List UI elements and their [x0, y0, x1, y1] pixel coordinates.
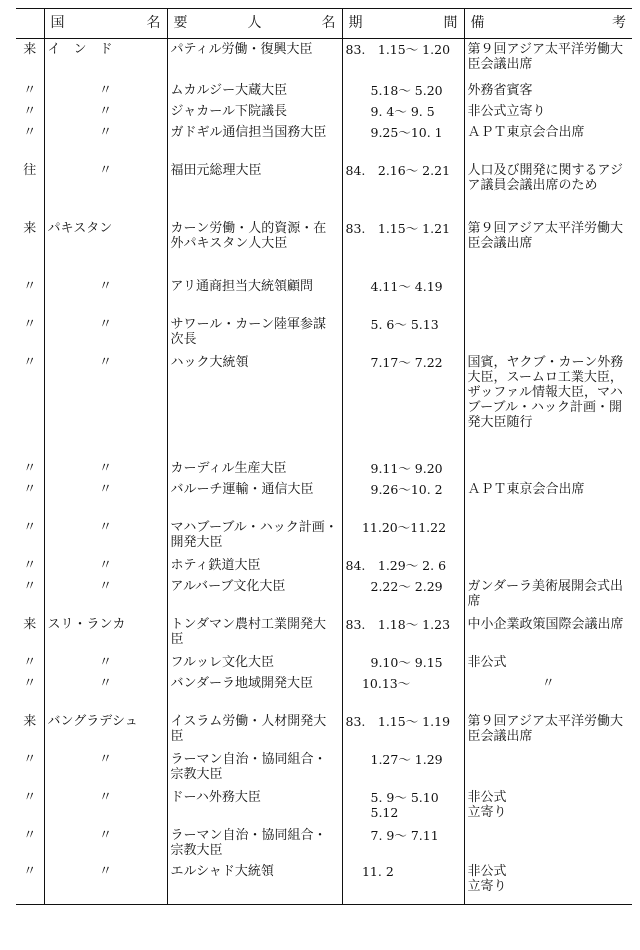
header-direction	[16, 9, 44, 39]
official-cell: ラーマン自治・協同組合・宗教大臣	[167, 825, 342, 861]
remarks-cell: 非公式立寄り	[464, 101, 632, 122]
period-cell: 9. 4～ 9. 5	[342, 101, 464, 122]
direction-cell: 〃	[23, 460, 37, 476]
country-cell: 〃	[44, 652, 167, 673]
remarks-cell: 人口及び開発に関するアジア議員会議出席のため	[464, 160, 632, 218]
direction-cell: 〃	[23, 278, 37, 294]
remarks-cell	[464, 517, 632, 555]
country-cell: 〃	[44, 458, 167, 479]
remarks-cell: 外務省賓客	[464, 80, 632, 101]
remarks-cell: ガンダーラ美術展開会式出席	[464, 576, 632, 614]
direction-cell: 〃	[23, 124, 37, 140]
table-row	[16, 517, 632, 555]
table-row	[16, 555, 632, 576]
table-row	[16, 787, 632, 825]
official-cell: パティル労働・復興大臣	[167, 39, 342, 80]
direction-cell: 〃	[23, 82, 37, 98]
period-cell: 9.11～ 9.20	[342, 458, 464, 479]
official-cell: アリ通商担当大統領顧問	[167, 276, 342, 314]
table-row	[16, 614, 632, 652]
direction-cell: 〃	[23, 751, 37, 767]
period-cell: 4.11～ 4.19	[342, 276, 464, 314]
remarks-cell: 第９回アジア太平洋労働大臣会議出席	[464, 39, 632, 80]
period-cell: 84. 1.29～ 2. 6	[342, 555, 464, 576]
country-cell: 〃	[44, 80, 167, 101]
official-cell: ジャカール下院議長	[167, 101, 342, 122]
remarks-cell: 第９回アジア太平洋労働大臣会議出席	[464, 218, 632, 276]
table-row	[16, 122, 632, 160]
country-cell: スリ・ランカ	[44, 614, 167, 652]
table-row	[16, 314, 632, 352]
header-country: 国 名	[44, 9, 167, 39]
direction-cell: 〃	[23, 103, 37, 119]
table-row	[16, 160, 632, 218]
period-cell: 7. 9～ 7.11	[342, 825, 464, 861]
country-cell: 〃	[44, 576, 167, 614]
direction-cell: 〃	[23, 578, 37, 594]
country-cell: 〃	[44, 276, 167, 314]
table-row	[16, 576, 632, 614]
country-cell: 〃	[44, 101, 167, 122]
period-cell: 83. 1.18～ 1.23	[342, 614, 464, 652]
period-cell: 9.10～ 9.15	[342, 652, 464, 673]
direction-cell: 往	[23, 162, 37, 178]
period-cell: 2.22～ 2.29	[342, 576, 464, 614]
direction-cell: 来	[23, 220, 37, 236]
official-cell: エルシャド大統領	[167, 861, 342, 905]
remarks-cell: 非公式	[464, 652, 632, 673]
official-cell: ラーマン自治・協同組合・宗教大臣	[167, 749, 342, 787]
official-cell: バンダーラ地域開発大臣	[167, 673, 342, 711]
remarks-cell: 第９回アジア太平洋労働大臣会議出席	[464, 711, 632, 749]
country-cell: 〃	[44, 673, 167, 711]
country-cell: 〃	[44, 479, 167, 517]
direction-cell: 〃	[23, 789, 37, 805]
header-official: 要 人 名	[167, 9, 342, 39]
official-cell: マハブーブル・ハック計画・開発大臣	[167, 517, 342, 555]
table-row	[16, 458, 632, 479]
direction-cell: 来	[23, 616, 37, 632]
table-row	[16, 861, 632, 905]
direction-cell: 〃	[23, 675, 37, 691]
period-cell: 83. 1.15～ 1.19	[342, 711, 464, 749]
official-cell: ドーハ外務大臣	[167, 787, 342, 825]
table-row	[16, 479, 632, 517]
table-row	[16, 276, 632, 314]
remarks-cell: 国賓，ヤクブ・カーン外務大臣，スームロ工業大臣，ザッファル情報大臣，マハブーブル・ハック計画・開発大臣随行	[464, 352, 632, 458]
official-cell: 福田元総理大臣	[167, 160, 342, 218]
official-cell: イスラム労働・人材開発大臣	[167, 711, 342, 749]
remarks-cell: 中小企業政策国際会議出席	[464, 614, 632, 652]
country-cell: 〃	[44, 861, 167, 905]
country-cell: 〃	[44, 749, 167, 787]
direction-cell: 〃	[23, 316, 37, 332]
remarks-cell	[464, 555, 632, 576]
official-cell: ムカルジー大蔵大臣	[167, 80, 342, 101]
table-row	[16, 101, 632, 122]
official-cell: ハック大統領	[167, 352, 342, 458]
header-period: 期 間	[342, 9, 464, 39]
period-cell: 1.27～ 1.29	[342, 749, 464, 787]
table-row	[16, 352, 632, 458]
remarks-cell	[464, 458, 632, 479]
direction-cell: 来	[23, 42, 37, 57]
official-cell: トンダマン農村工業開発大臣	[167, 614, 342, 652]
period-cell: 9.25～10. 1	[342, 122, 464, 160]
period-cell: 83. 1.15～ 1.20	[342, 39, 464, 80]
table-row	[16, 652, 632, 673]
period-cell: 83. 1.15～ 1.21	[342, 218, 464, 276]
table-row	[16, 749, 632, 787]
period-cell: 11. 2	[342, 861, 464, 905]
direction-cell: 〃	[23, 481, 37, 497]
direction-cell: 〃	[23, 354, 37, 370]
period-cell: 7.17～ 7.22	[342, 352, 464, 458]
remarks-cell	[464, 825, 632, 861]
table-row	[16, 825, 632, 861]
country-cell: 〃	[44, 352, 167, 458]
table-row	[16, 218, 632, 276]
country-cell: バングラデシュ	[44, 711, 167, 749]
table-row	[16, 39, 632, 80]
official-cell: ガドギル通信担当国務大臣	[167, 122, 342, 160]
period-cell: 84. 2.16～ 2.21	[342, 160, 464, 218]
remarks-cell	[464, 749, 632, 787]
official-cell: フルッレ文化大臣	[167, 652, 342, 673]
country-cell: 〃	[44, 787, 167, 825]
period-cell: 5.18～ 5.20	[342, 80, 464, 101]
remarks-cell: 〃	[464, 673, 632, 711]
direction-cell: 〃	[23, 654, 37, 670]
period-cell: 5. 6～ 5.13	[342, 314, 464, 352]
country-cell: 〃	[44, 160, 167, 218]
country-cell: 〃	[44, 517, 167, 555]
official-cell: カーン労働・人的資源・在外パキスタン人大臣	[167, 218, 342, 276]
official-cell: サワール・カーン陸軍参謀次長	[167, 314, 342, 352]
direction-cell: 〃	[23, 827, 37, 843]
direction-cell: 来	[23, 713, 37, 729]
period-cell: 11.20～11.22	[342, 517, 464, 555]
direction-cell: 〃	[23, 519, 37, 535]
period-cell: 9.26～10. 2	[342, 479, 464, 517]
remarks-cell: 非公式 立寄り	[464, 861, 632, 905]
country-cell: 〃	[44, 122, 167, 160]
country-cell: パキスタン	[44, 218, 167, 276]
country-cell: 〃	[44, 825, 167, 861]
table-row	[16, 80, 632, 101]
official-visits-table	[16, 8, 632, 905]
header-row	[16, 9, 632, 39]
country-cell: 〃	[44, 314, 167, 352]
remarks-cell: ＡＰＴ東京会合出席	[464, 479, 632, 517]
country-cell: イ ン ド	[44, 39, 167, 80]
period-cell: 10.13～	[342, 673, 464, 711]
period-cell: 5. 9～ 5.10 5.12	[342, 787, 464, 825]
remarks-cell	[464, 314, 632, 352]
table-body	[16, 39, 632, 905]
country-cell: 〃	[44, 555, 167, 576]
official-cell: バルーチ運輸・通信大臣	[167, 479, 342, 517]
remarks-cell: ＡＰＴ東京会合出席	[464, 122, 632, 160]
direction-cell: 〃	[23, 557, 37, 573]
official-cell: カーディル生産大臣	[167, 458, 342, 479]
table-row	[16, 711, 632, 749]
direction-cell: 〃	[16, 861, 44, 905]
remarks-cell: 非公式 立寄り	[464, 787, 632, 825]
official-cell: アルバーブ文化大臣	[167, 576, 342, 614]
official-cell: ホティ鉄道大臣	[167, 555, 342, 576]
header-remarks: 備 考	[464, 9, 632, 39]
remarks-cell	[464, 276, 632, 314]
table-row	[16, 673, 632, 711]
